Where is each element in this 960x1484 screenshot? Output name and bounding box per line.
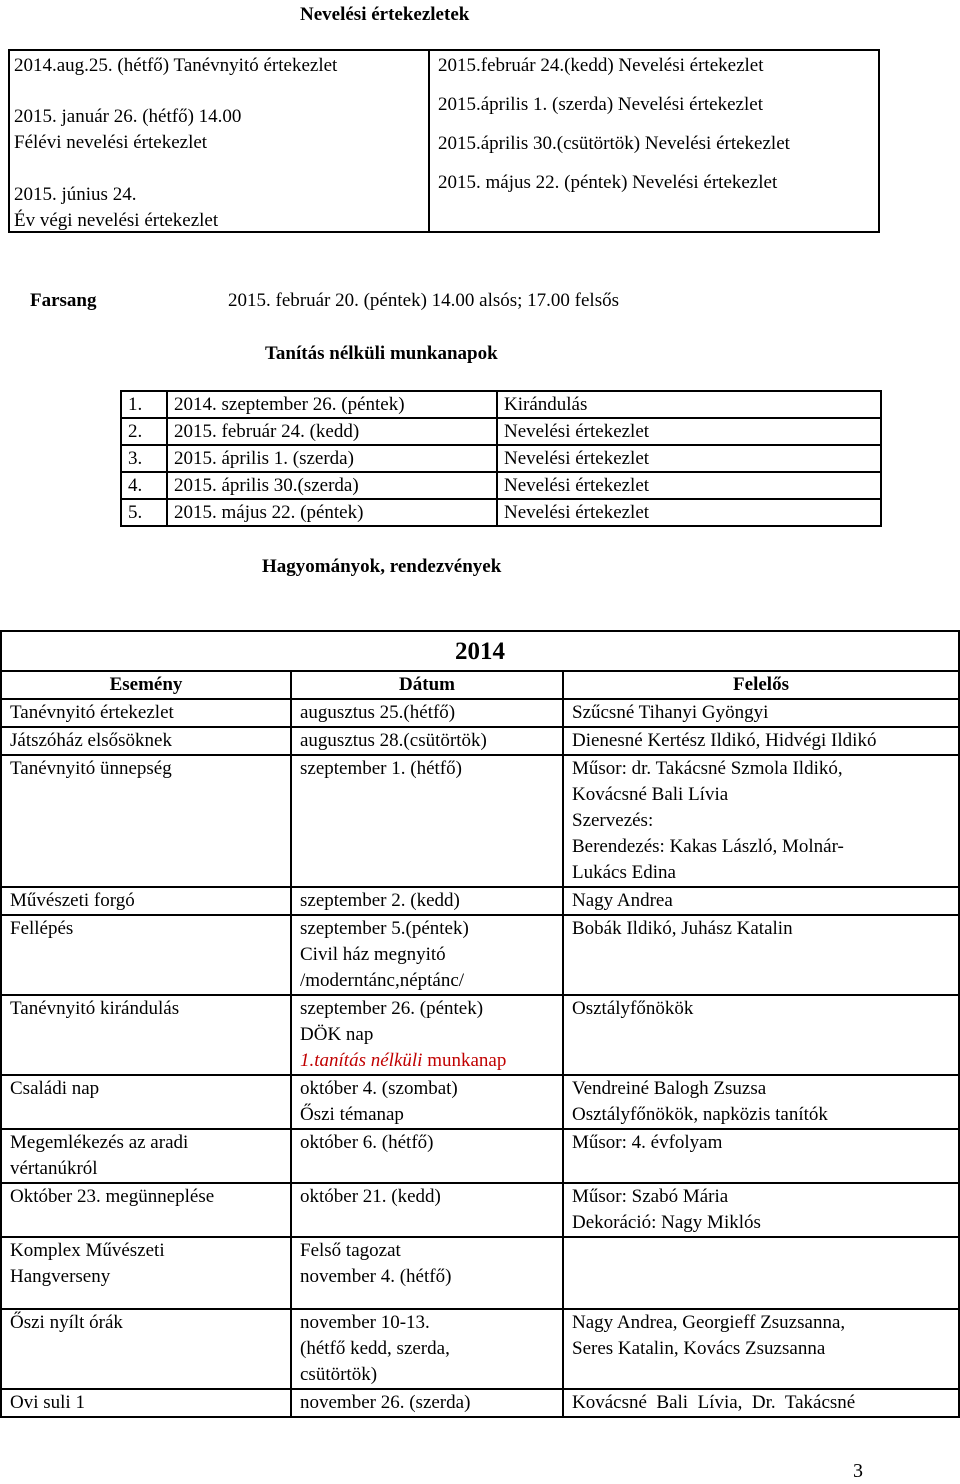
year-label: 2014 — [1, 631, 959, 671]
year-row — [1, 631, 959, 671]
row-number: 4. — [121, 472, 167, 499]
meeting-left-1: 2014.aug.25. (hétfő) Tanévnyitó értekezlet — [14, 55, 338, 76]
hagyomanyok-title: Hagyományok, rendezvények — [262, 556, 502, 577]
responsible-cell: Műsor: 4. évfolyam — [563, 1129, 959, 1183]
meeting-left-2: 2015. január 26. (hétfő) 14.00 — [14, 106, 242, 127]
date-cell: szeptember 5.(péntek) Civil ház megnyitó /moderntánc,néptánc/ — [291, 915, 563, 995]
table-row — [121, 418, 881, 445]
event-cell: Művészeti forgó — [1, 887, 291, 915]
responsible-cell: Műsor: dr. Takácsné Szmola Ildikó, Kovácsné Bali Lívia Szervezés: Berendezés: Kakas László, Molnár- Lukács Edina — [563, 755, 959, 887]
row-date: 2015. február 24. (kedd) — [167, 418, 497, 445]
table-row — [1, 727, 959, 755]
responsible-cell: Dienesné Kertész Ildikó, Hidvégi Ildikó — [563, 727, 959, 755]
responsible-cell: Bobák Ildikó, Juhász Katalin — [563, 915, 959, 995]
row-event: Nevelési értekezlet — [497, 418, 881, 445]
day-off-note — [300, 1048, 554, 1074]
header-responsible: Felelős — [563, 671, 959, 699]
event-cell: Tanévnyitó ünnepség — [1, 755, 291, 887]
date-cell: augusztus 25.(hétfő) — [291, 699, 563, 727]
date-cell: szeptember 2. (kedd) — [291, 887, 563, 915]
date-cell: október 4. (szombat) Őszi témanap — [291, 1075, 563, 1129]
events-table — [0, 630, 960, 1418]
header-row — [1, 671, 959, 699]
responsible-cell: Nagy Andrea — [563, 887, 959, 915]
meetings-box-divider — [428, 49, 430, 233]
table-row — [121, 445, 881, 472]
table-row — [1, 887, 959, 915]
meeting-right-1: 2015.február 24.(kedd) Nevelési értekezlet — [438, 55, 764, 76]
farsang-label: Farsang — [30, 290, 97, 311]
date-cell: augusztus 28.(csütörtök) — [291, 727, 563, 755]
table-row — [121, 391, 881, 418]
tanitas-title: Tanítás nélküli munkanapok — [265, 343, 498, 364]
row-event: Nevelési értekezlet — [497, 499, 881, 526]
date-text: szeptember 26. (péntek) DÖK nap — [300, 998, 484, 1045]
date-cell — [291, 995, 563, 1075]
page-number: 3 — [853, 1460, 863, 1482]
meeting-right-2: 2015.április 1. (szerda) Nevelési értekezlet — [438, 94, 763, 115]
row-number: 5. — [121, 499, 167, 526]
row-number: 1. — [121, 391, 167, 418]
meeting-left-3b: Év végi nevelési értekezlet — [14, 210, 219, 231]
table-row — [121, 499, 881, 526]
responsible-cell: Műsor: Szabó Mária Dekoráció: Nagy Miklós — [563, 1183, 959, 1237]
tanitas-table — [120, 390, 882, 527]
event-cell: Október 23. megünneplése — [1, 1183, 291, 1237]
event-cell: Tanévnyitó értekezlet — [1, 699, 291, 727]
event-cell: Családi nap — [1, 1075, 291, 1129]
responsible-cell: Kovácsné Bali Lívia, Dr. Takácsné — [563, 1389, 959, 1417]
event-cell: Fellépés — [1, 915, 291, 995]
table-row — [1, 1129, 959, 1183]
responsible-cell: Vendreiné Balogh Zsuzsa Osztályfőnökök, napközis tanítók — [563, 1075, 959, 1129]
event-cell: Játszóház elsősöknek — [1, 727, 291, 755]
day-off-note-tail: munkanap — [422, 1050, 507, 1071]
responsible-cell: Szűcsné Tihanyi Gyöngyi — [563, 699, 959, 727]
date-cell: Felső tagozat november 4. (hétfő) — [291, 1237, 563, 1309]
row-number: 3. — [121, 445, 167, 472]
responsible-cell: Nagy Andrea, Georgieff Zsuzsanna, Seres Katalin, Kovács Zsuzsanna — [563, 1309, 959, 1389]
row-number: 2. — [121, 418, 167, 445]
event-cell: Megemlékezés az aradi vértanúkról — [1, 1129, 291, 1183]
row-event: Kirándulás — [497, 391, 881, 418]
row-date: 2015. április 30.(szerda) — [167, 472, 497, 499]
meeting-right-4: 2015. május 22. (péntek) Nevelési értekezlet — [438, 172, 778, 193]
table-row — [1, 1075, 959, 1129]
table-row — [1, 915, 959, 995]
table-row — [1, 995, 959, 1075]
date-cell: szeptember 1. (hétfő) — [291, 755, 563, 887]
table-row — [1, 1309, 959, 1389]
event-cell: Ovi suli 1 — [1, 1389, 291, 1417]
event-cell: Tanévnyitó kirándulás — [1, 995, 291, 1075]
row-date: 2014. szeptember 26. (péntek) — [167, 391, 497, 418]
date-cell: október 21. (kedd) — [291, 1183, 563, 1237]
meeting-right-3: 2015.április 30.(csütörtök) Nevelési értekezlet — [438, 133, 790, 154]
responsible-cell — [563, 1237, 959, 1309]
table-row — [121, 472, 881, 499]
header-event: Esemény — [1, 671, 291, 699]
row-date: 2015. április 1. (szerda) — [167, 445, 497, 472]
table-row — [1, 755, 959, 887]
event-cell: Komplex Művészeti Hangverseny — [1, 1237, 291, 1309]
header-date: Dátum — [291, 671, 563, 699]
row-event: Nevelési értekezlet — [497, 445, 881, 472]
meeting-left-2b: Félévi nevelési értekezlet — [14, 132, 208, 153]
responsible-cell: Osztályfőnökök — [563, 995, 959, 1075]
date-cell: november 26. (szerda) — [291, 1389, 563, 1417]
table-row — [1, 699, 959, 727]
table-row — [1, 1237, 959, 1309]
event-cell: Őszi nyílt órák — [1, 1309, 291, 1389]
table-row — [1, 1389, 959, 1417]
day-off-note-italic: 1.tanítás nélküli — [300, 1050, 423, 1071]
row-date: 2015. május 22. (péntek) — [167, 499, 497, 526]
page-heading: Nevelési értekezletek — [300, 4, 470, 25]
row-event: Nevelési értekezlet — [497, 472, 881, 499]
date-cell: október 6. (hétfő) — [291, 1129, 563, 1183]
table-row — [1, 1183, 959, 1237]
date-cell: november 10-13. (hétfő kedd, szerda, csütörtök) — [291, 1309, 563, 1389]
farsang-text: 2015. február 20. (péntek) 14.00 alsós; 17.00 felsős — [228, 290, 620, 311]
meeting-left-3: 2015. június 24. — [14, 184, 137, 205]
